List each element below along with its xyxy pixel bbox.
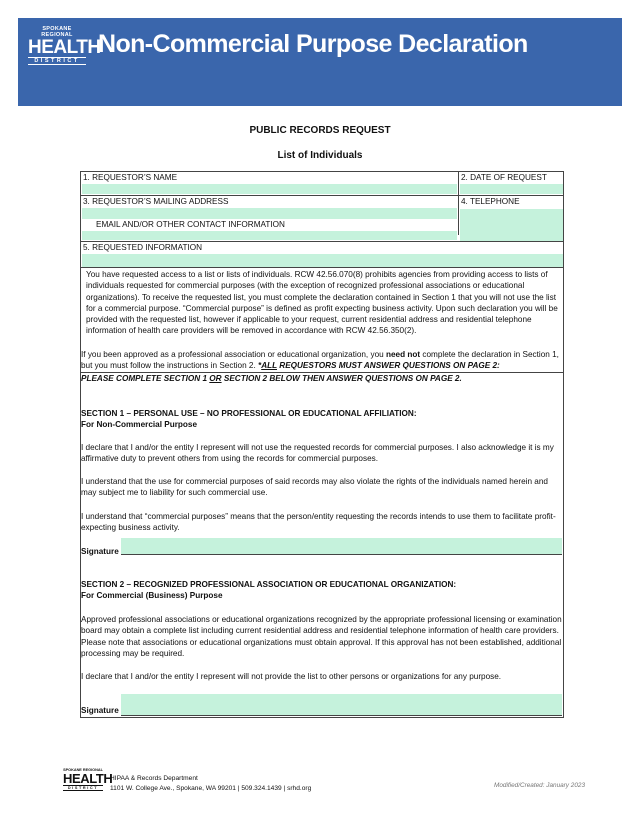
date-of-request-label: 2. DATE OF REQUEST	[461, 173, 547, 182]
logo-main-text: HEALTH	[28, 37, 101, 58]
date-of-request-field[interactable]	[460, 184, 563, 194]
telephone-field[interactable]	[460, 209, 563, 241]
section2-declaration: I declare that I and/or the entity I represent will not provide the list to other persons or organizations for any purpose.	[81, 672, 502, 681]
mailing-address-label: 3. REQUESTOR’S MAILING ADDRESS	[83, 197, 229, 206]
section2-signature-line	[121, 715, 562, 716]
section-instruction: PLEASE COMPLETE SECTION 1 OR SECTION 2 BELOW THEN ANSWER QUESTIONS ON PAGE 2.	[81, 374, 462, 383]
footer-department: HIPAA & Records Department	[110, 775, 198, 782]
section1-declaration: I declare that I and/or the entity I represent will not use the requested records for commercial purposes. I also acknowledge it is my affirmative duty to prevent others from using the records for commercial purposes.	[81, 443, 554, 464]
footer-modified-date: Modified/Created: January 2023	[494, 782, 585, 789]
doc-subheading: List of Individuals	[277, 150, 363, 161]
section1-signature-field[interactable]	[121, 538, 562, 554]
footer-logo	[63, 768, 113, 794]
section2-description: Approved professional associations or educational organizations recognized by the appropriate professional licensing or examination board may obtain a complete list including current residential address and residential telephone information of health care providers. Please note that associations or educational organizations must obtain approval. If this approval has not been established, additional processing may be required.	[81, 615, 562, 658]
section1-signature-line	[121, 554, 562, 555]
logo-bottom-text: DISTRICT	[28, 57, 86, 65]
section1-heading: SECTION 1 – PERSONAL USE – NO PROFESSIONAL OR EDUCATIONAL AFFILIATION:	[81, 409, 417, 418]
footer-logo-bottom-text: DISTRICT	[63, 785, 103, 791]
footer-logo-top-text: SPOKANE REGIONAL	[63, 768, 103, 772]
requestor-name-label: 1. REQUESTOR’S NAME	[83, 173, 178, 182]
doc-heading: PUBLIC RECORDS REQUEST	[249, 125, 391, 136]
mailing-address-field[interactable]	[82, 208, 457, 219]
footer-logo-main-text: HEALTH	[63, 771, 113, 786]
intro-paragraph: You have requested access to a list or lists of individuals. RCW 42.56.070(8) prohibits agencies from providing access to lists of individuals requested for commercial purposes (with the exception of recognized professional associations or educational organizations). To receive the requested list, you must complete the declaration contained in Section 1 that you will not use the list for a commercial purpose. “Commercial purpose” is defined as profit expecting business activity. Upon such declaration you will be provided with the requested list, however if applicable to your request, current residential address and residential telephone information of health care providers will be removed in accordance with RCW 42.56.350(2).	[86, 270, 558, 336]
email-label: EMAIL AND/OR OTHER CONTACT INFORMATION	[96, 220, 285, 229]
section1-liability: I understand that the use for commercial purposes of said records may also violate the rights of the individuals named herein and may subject me to liability for such commercial use.	[81, 477, 548, 498]
footer-contact	[110, 774, 311, 794]
requestor-name-field[interactable]	[82, 184, 457, 194]
section2-subheading: For Commercial (Business) Purpose	[81, 591, 223, 600]
page-title: Non-Commercial Purpose Declaration	[98, 30, 528, 58]
srhd-logo	[28, 26, 101, 68]
column-divider	[458, 172, 459, 235]
row-divider	[81, 267, 563, 268]
email-field[interactable]	[82, 231, 457, 240]
requested-info-label: 5. REQUESTED INFORMATION	[83, 243, 203, 252]
section1-signature-label: Signature	[81, 547, 119, 556]
section2-signature-label: Signature	[81, 706, 119, 715]
approval-note: If you been approved as a professional association or educational organization, you need not complete the declaration in Section 1, but you must follow the instructions in Section 2. *ALL REQUESTORS MUST ANSWER QUESTIONS ON PAGE 2:	[81, 350, 559, 371]
requested-info-field[interactable]	[82, 254, 563, 267]
row-divider	[81, 241, 563, 242]
telephone-label: 4. TELEPHONE	[461, 197, 520, 206]
section1-subheading: For Non-Commercial Purpose	[81, 420, 198, 429]
footer-address: 1101 W. College Ave., Spokane, WA 99201 | 509.324.1439 | srhd.org	[110, 785, 312, 792]
row-divider	[81, 195, 563, 196]
section2-signature-field[interactable]	[121, 694, 562, 715]
logo-top-text: SPOKANE REGIONAL	[41, 26, 73, 38]
section1-definition: I understand that “commercial purposes” means that the person/entity requesting the records intends to use them to facilitate profit-expecting business activity.	[81, 512, 556, 533]
request-form	[80, 171, 564, 718]
section2-heading: SECTION 2 – RECOGNIZED PROFESSIONAL ASSOCIATION OR EDUCATIONAL ORGANIZATION:	[81, 580, 457, 589]
